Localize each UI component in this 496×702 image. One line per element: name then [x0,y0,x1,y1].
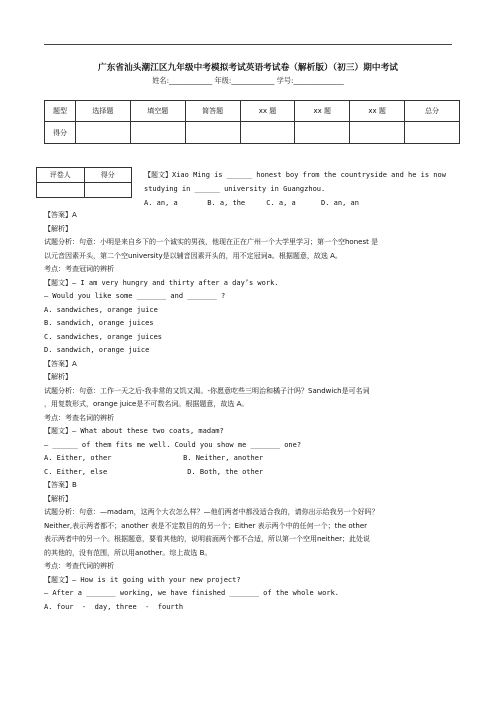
score-header-cell: 选择题 [76,101,131,122]
exam-body [44,209,464,614]
grader-cell [37,183,85,198]
topic-line: 考点：考查名词的辨析 [44,413,114,422]
analysis-text: 试题分析：句意：—madam，这两个大衣怎么样？—他们两者中都没适合我的，请你出示给我另一个好吗？ [44,508,379,516]
question-1-line: studying in ______ university in Guangzhou. [144,185,326,193]
analysis-text: 的其他的，没有范围，所以用another。综上故选 B。 [44,548,212,557]
analysis-label: 【解析】 [44,494,72,503]
analysis-text: 试题分析：句意：工作一天之后-我非常的又饥又渴。-你愿意吃些三明治和橘子汁吗？Sandwich是可名词 [44,386,370,395]
score-table [44,100,460,144]
score-cell [240,122,295,144]
score-cell [130,122,185,144]
score-cell [350,122,405,144]
score-cell [76,122,131,144]
score-cell [405,122,460,144]
answer-label: 【答案】B [44,481,77,489]
option-line: C. sandwiches, orange juices [44,332,163,341]
question-1 [144,168,464,210]
student-info-line: 姓名:____________ 年级:____________ 学号:______________ [152,76,344,85]
question-1-line: 【题文】Xiao Ming is ______ honest boy from the countryside and he is now [144,171,446,179]
question-1-options: A. an, a B. a, the C. a, a D. an, an [144,199,359,207]
option-line: A. four - day, three - fourth [44,602,184,611]
score-table-score-row [45,122,460,144]
score-row-label: 得分 [45,122,76,144]
grader-table [36,167,132,198]
grader-label: 评卷人 [37,168,85,183]
question-line: 【题文】— I am very hungry and thirty after a day’s work. [44,278,279,287]
header-rule [44,44,452,45]
score-cell [295,122,350,144]
answer-label: 【答案】A [44,359,77,368]
analysis-text: ，用复数形式，orange juice是不可数名词。根据题意，故选 A。 [44,400,249,408]
question-line: 【题文】— How is it going with your new project? [44,575,241,584]
grader-cell [84,183,132,198]
option-line: D. sandwich, orange juice [44,346,150,354]
score-cell [185,122,240,144]
analysis-text: 试题分析：句意：小明是来自乡下的一个诚实的男孩，他现在正在广州一个大学里学习；第一个空honest 是 [44,238,379,246]
score-table-header-row [45,101,460,122]
score-header-cell: xx 题 [295,101,350,122]
question-line: — Would you like some _______ and _______ ? [44,292,226,300]
topic-line: 考点：考查代词的辨析 [44,562,114,570]
answer-label: 【答案】A [44,211,77,219]
question-line: 【题文】— What about these two coats, madam? [44,427,224,435]
score-header-cell: 题型 [45,101,76,122]
grader-score-label: 得分 [84,168,132,183]
score-header-cell: xx 题 [240,101,295,122]
option-line: A. sandwiches, orange juice [44,305,158,314]
analysis-text: 以元音因素开头，第二个空university是以辅音因素开头的，用不定冠词a。根据题意，故选 A。 [44,251,342,260]
option-line: B. sandwich, orange juices [44,319,154,327]
analysis-text: Neither,表示两者都不；another 表是不定数目的的另一个；Either 表示两个中的任何一个；the other [44,521,367,530]
score-header-cell: 总分 [405,101,460,122]
analysis-label: 【解析】 [44,373,72,381]
score-header-cell: 简答题 [185,101,240,122]
analysis-text: 表示两者中的另一个。根据题意，要看其他的，说明前面两个都不合适，所以第一个空用neither；此处说 [44,535,371,543]
question-line: — ______ of them fits me well. Could you show me _______ one? [44,440,302,449]
question-line: — After a _______ working, we have finished _______ of the whole work. [44,589,340,597]
option-line: C. Either, else D. Both, the other [44,467,264,476]
option-line: A. Either, other B. Neither, another [44,454,264,462]
exam-title: 广东省汕头潮江区九年级中考模拟考试英语考试卷（解析版）（初三）期中考试 [98,63,398,73]
topic-line: 考点：考查冠词的辨析 [44,265,114,273]
score-header-cell: xx 题 [350,101,405,122]
analysis-label: 【解析】 [44,224,72,233]
score-header-cell: 填空题 [130,101,185,122]
